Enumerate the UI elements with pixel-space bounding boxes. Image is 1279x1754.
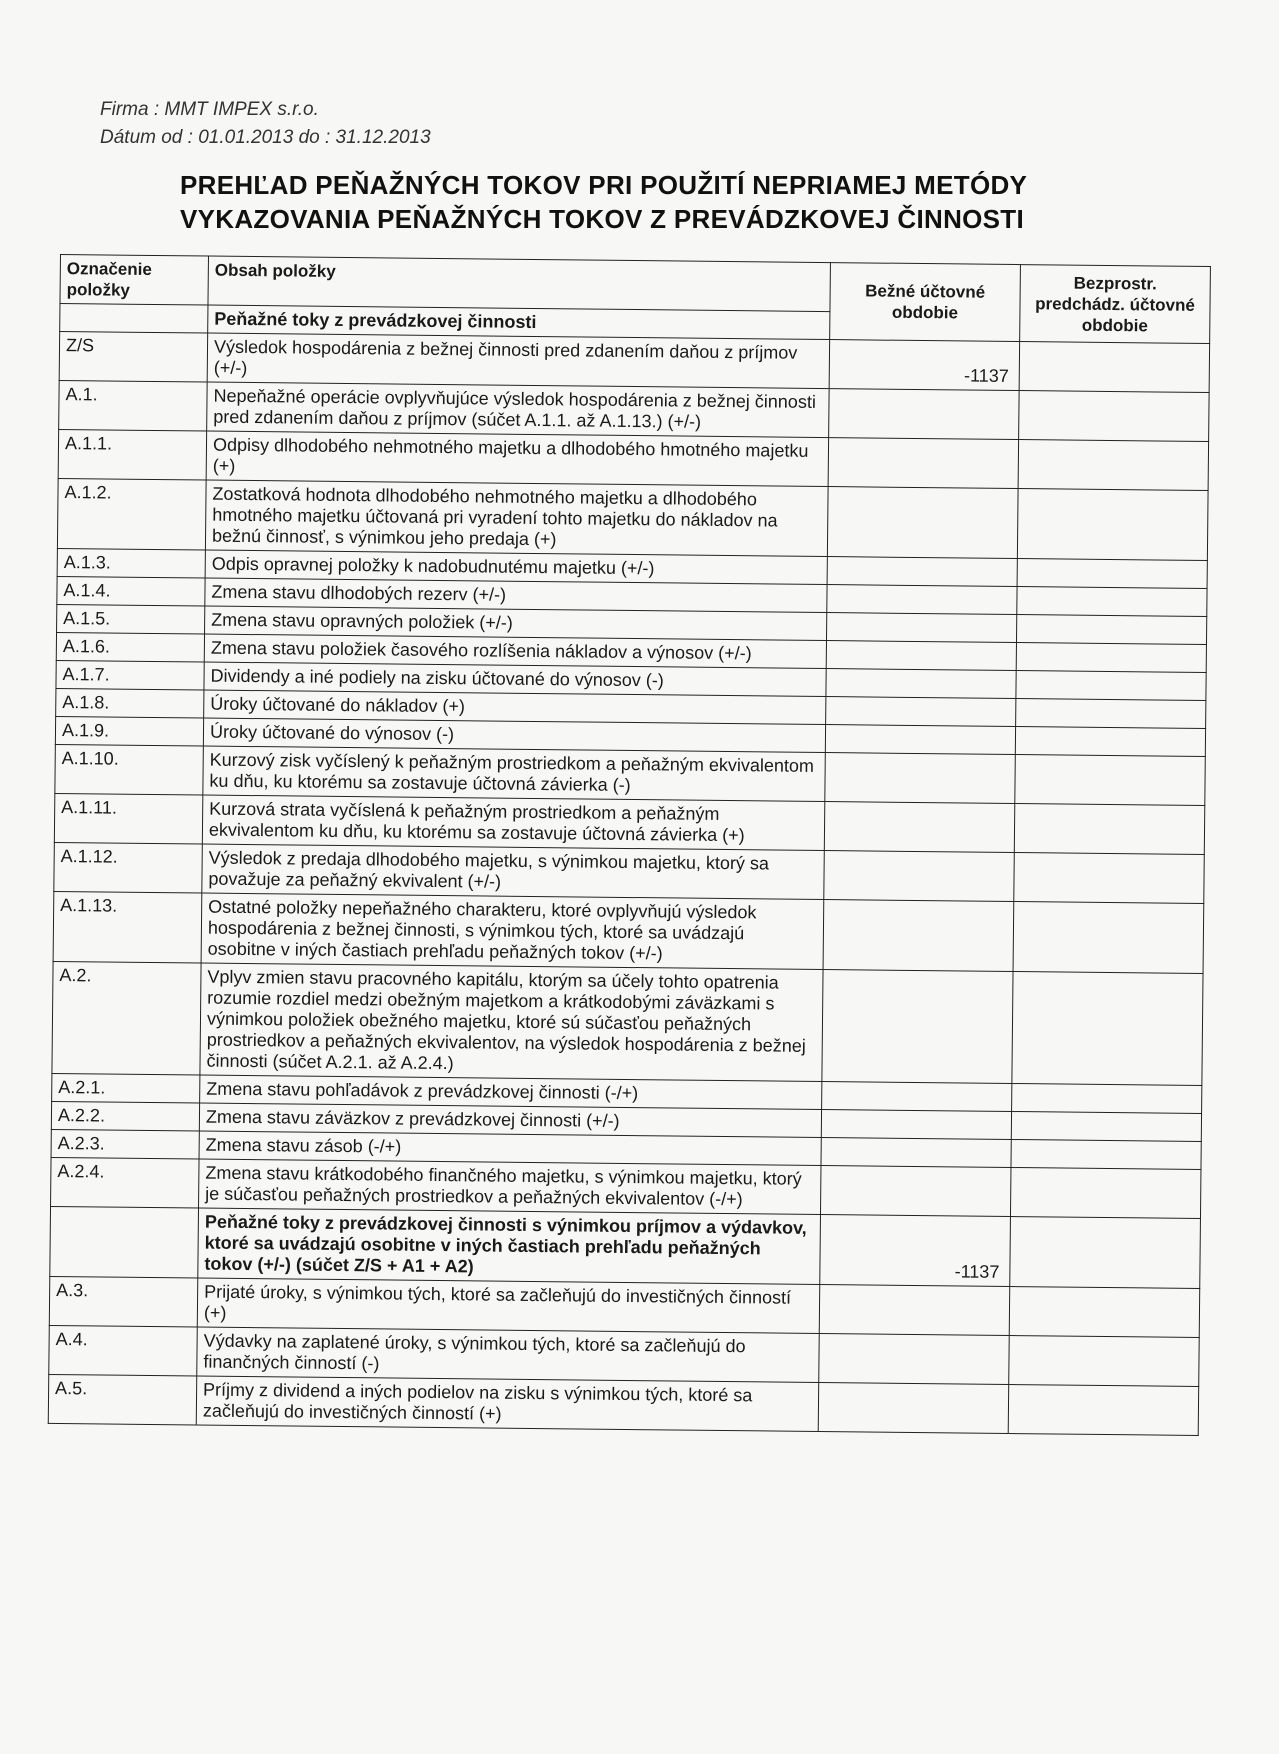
- section-code-cell: [60, 304, 208, 334]
- row-current-value: [823, 900, 1014, 972]
- table-row: [50, 1206, 1201, 1288]
- row-current-value: [824, 802, 1015, 853]
- row-current-value: [826, 641, 1016, 671]
- row-text: Kurzová strata vyčíslená k peňažným prostriedkom a peňažným ekvivalentom ku dňu, ku ktorému sa zostavuje účtovná závierka (+): [202, 795, 824, 851]
- row-current-value: [829, 389, 1020, 440]
- row-text: Úroky účtované do nákladov (+): [204, 690, 826, 725]
- row-code: A.1.6.: [56, 632, 204, 662]
- row-code: Z/S: [59, 332, 208, 383]
- section-title: Peňažné toky z prevádzkovej činnosti: [208, 305, 830, 340]
- row-code: A.2.: [52, 961, 201, 1075]
- row-text: Príjmy z dividend a iných podielov na zisku s výnimkou tých, ktoré sa začleňujú do investičných činností (+): [196, 1376, 818, 1432]
- row-code: A.2.1.: [52, 1073, 200, 1103]
- header-block: [100, 96, 431, 152]
- row-code: A.1.: [59, 380, 208, 431]
- row-current-value: -1137: [820, 1215, 1011, 1287]
- row-previous-value: [1014, 853, 1205, 904]
- row-text: Odpisy dlhodobého nehmotného majetku a dlhodobého hmotného majetku (+): [206, 431, 828, 487]
- row-current-value: [820, 1166, 1011, 1217]
- row-text: Prijaté úroky, s výnimkou tých, ktoré sa začleňujú do investičných činností (+): [197, 1278, 819, 1334]
- row-previous-value: [1019, 391, 1210, 442]
- row-current-value: [825, 725, 1015, 755]
- row-previous-value: [1017, 587, 1207, 617]
- row-code: A.1.3.: [57, 548, 205, 578]
- row-text: Výsledok hospodárenia z bežnej činnosti pred zdanením daňou z príjmov (+/-): [207, 333, 829, 389]
- row-code: A.1.2.: [57, 478, 206, 550]
- row-text: Vplyv zmien stavu pracovného kapitálu, ktorým sa účely tohto opatrenia rozumie rozdiel medzi obežným majetkom a krátkodobými záväzkami s výnimkou položiek obežného majetku, ktoré sú súčasťou peňažných prostriedkov a peňažných ekvivalentov, na výsledok hospodárenia z bežnej činnosti (súčet A.2.1. až A.2.4.): [200, 963, 823, 1082]
- row-text: Výdavky na zaplatené úroky, s výnimkou tých, ktoré sa začleňujú do finančných činností (-): [197, 1327, 819, 1383]
- row-code: A.1.8.: [56, 688, 204, 718]
- row-code: A.1.9.: [55, 716, 203, 746]
- row-text: Zmena stavu položiek časového rozlíšenia nákladov a výnosov (+/-): [204, 634, 826, 669]
- row-text: Zmena stavu dlhodobých rezerv (+/-): [205, 578, 827, 613]
- row-previous-value: [1016, 671, 1206, 701]
- cash-flow-table: [48, 254, 1211, 1436]
- row-code: A.2.3.: [51, 1129, 199, 1159]
- col-header-code: Označenie položky: [60, 255, 209, 306]
- table-row: [57, 478, 1208, 560]
- row-text: Zmena stavu zásob (-/+): [199, 1131, 821, 1166]
- title-line-2: VYKAZOVANIA PEŇAŽNÝCH TOKOV Z PREVÁDZKOVEJ ČINNOSTI: [180, 204, 1025, 234]
- row-code: A.4.: [49, 1325, 198, 1376]
- row-text: Zmena stavu opravných položiek (+/-): [205, 606, 827, 641]
- row-previous-value: [1016, 699, 1206, 729]
- row-previous-value: [1011, 1140, 1201, 1170]
- row-previous-value: [1016, 643, 1206, 673]
- row-text: Nepeňažné operácie ovplyvňujúce výsledok hospodárenia z bežnej činnosti pred zdanením daňou z príjmov (súčet A.1.1. až A.1.13.) (+/-): [207, 382, 829, 438]
- row-current-value: [826, 669, 1016, 699]
- row-current-value: [818, 1383, 1009, 1434]
- row-code: A.1.1.: [58, 429, 207, 480]
- row-current-value: [824, 851, 1015, 902]
- row-previous-value: [1011, 1112, 1201, 1142]
- row-code: A.5.: [48, 1374, 197, 1425]
- row-text: Zmena stavu krátkodobého finančného majetku, s výnimkou majetku, ktorý je súčasťou peňažných prostriedkov a peňažných ekvivalentov (-/+): [199, 1159, 821, 1215]
- row-previous-value: [1015, 755, 1206, 806]
- row-current-value: [822, 970, 1013, 1084]
- row-current-value: [819, 1285, 1010, 1336]
- row-previous-value: [1012, 972, 1203, 1086]
- row-previous-value: [1016, 615, 1206, 645]
- row-current-value: [828, 438, 1019, 489]
- firm-name: Firma : MMT IMPEX s.r.o.: [100, 99, 319, 120]
- row-code: A.3.: [49, 1276, 198, 1327]
- row-text: Dividendy a iné podiely na zisku účtované do výnosov (-): [204, 662, 826, 697]
- row-current-value: [822, 1082, 1012, 1112]
- row-previous-value: [1017, 559, 1207, 589]
- row-code: [50, 1206, 199, 1278]
- row-code: A.1.11.: [54, 793, 203, 844]
- row-previous-value: [1010, 1217, 1201, 1289]
- row-current-value: [826, 613, 1016, 643]
- row-current-value: [827, 557, 1017, 587]
- row-code: A.2.4.: [51, 1157, 200, 1208]
- row-text: Zmena stavu pohľadávok z prevádzkovej činnosti (-/+): [200, 1075, 822, 1110]
- row-code: A.2.2.: [51, 1101, 199, 1131]
- period-range: Dátum od : 01.01.2013 do : 31.12.2013: [100, 127, 431, 148]
- row-current-value: [825, 753, 1016, 804]
- row-previous-value: [1008, 1384, 1199, 1435]
- row-previous-value: [1012, 1084, 1202, 1114]
- row-text: Zostatková hodnota dlhodobého nehmotného majetku a dlhodobého hmotného majetku účtovaná pri vyradení tohto majetku do nákladov na bežnú činnosť, s výnimkou jeho predaja (+): [205, 480, 828, 557]
- row-current-value: [826, 697, 1016, 727]
- row-code: A.1.7.: [56, 660, 204, 690]
- row-current-value: [827, 487, 1018, 559]
- row-text: Ostatné položky nepeňažného charakteru, ktoré ovplyvňujú výsledok hospodárenia z bežnej činnosti, s výnimkou tých, ktoré sa uvádzajú osobitne v iných častiach prehľadu peňažných tokov (+/-): [201, 893, 824, 970]
- row-current-value: [819, 1334, 1010, 1385]
- row-current-value: [821, 1110, 1011, 1140]
- row-previous-value: [1019, 342, 1210, 393]
- row-code: A.1.4.: [57, 576, 205, 606]
- document-title: [180, 168, 1140, 236]
- row-text: Odpis opravnej položky k nadobudnutému majetku (+/-): [205, 550, 827, 585]
- title-line-1: PREHĽAD PEŇAŽNÝCH TOKOV PRI POUŽITÍ NEPRIAMEJ METÓDY: [180, 170, 1028, 200]
- row-previous-value: [1015, 727, 1205, 757]
- col-header-content: Obsah položky: [208, 256, 830, 312]
- table-row: [53, 891, 1204, 973]
- row-previous-value: [1017, 489, 1208, 561]
- row-code: A.1.12.: [54, 842, 203, 893]
- row-previous-value: [1013, 902, 1204, 974]
- row-current-value: [821, 1138, 1011, 1168]
- col-header-previous: Bezprostr. predchádz. účtovné obdobie: [1020, 265, 1211, 344]
- row-current-value: -1137: [829, 340, 1020, 391]
- row-code: A.1.13.: [53, 891, 202, 963]
- row-code: A.1.5.: [57, 604, 205, 634]
- row-current-value: [827, 585, 1017, 615]
- table-row: [52, 961, 1203, 1085]
- row-text: Výsledok z predaja dlhodobého majetku, s výnimkou majetku, ktorý sa považuje za peňažný ekvivalent (+/-): [202, 844, 824, 900]
- row-text: Peňažné toky z prevádzkovej činnosti s výnimkou príjmov a výdavkov, ktoré sa uvádzajú osobitne v iných častiach prehľadu peňažných tokov (+/-) (súčet Z/S + A1 + A2): [198, 1208, 821, 1285]
- row-previous-value: [1018, 440, 1209, 491]
- col-header-current: Bežné účtovné obdobie: [830, 263, 1021, 342]
- row-text: Kurzový zisk vyčíslený k peňažným prostriedkom a peňažným ekvivalentom ku dňu, ku ktorému sa zostavuje účtovná závierka (-): [203, 746, 825, 802]
- row-previous-value: [1009, 1335, 1200, 1386]
- row-code: A.1.10.: [55, 744, 204, 795]
- row-previous-value: [1014, 804, 1205, 855]
- row-previous-value: [1009, 1287, 1200, 1338]
- row-text: Úroky účtované do výnosov (-): [203, 718, 825, 753]
- row-previous-value: [1010, 1168, 1201, 1219]
- row-text: Zmena stavu záväzkov z prevádzkovej činnosti (+/-): [199, 1103, 821, 1138]
